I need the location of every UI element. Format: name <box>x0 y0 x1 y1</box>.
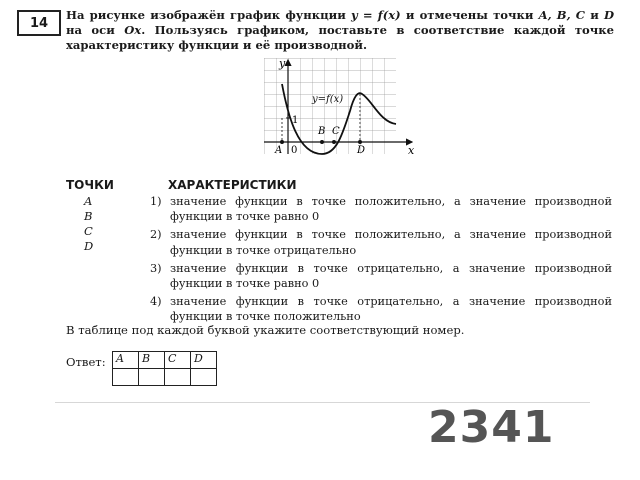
characteristic-item: 3) значение функции в точке отрицательно, а значение производной функции в точке равно 0 <box>150 261 612 291</box>
point-item: C <box>84 224 93 238</box>
point-item: B <box>84 209 93 223</box>
points-list <box>84 194 93 254</box>
answer-header-cell: B <box>139 352 165 369</box>
answer-header-cell: A <box>113 352 139 369</box>
y-axis-label: y <box>279 57 286 70</box>
answer-cell[interactable] <box>165 369 191 386</box>
answer-table-header <box>113 352 217 369</box>
characteristics-list <box>150 194 612 328</box>
point-item: D <box>84 239 94 253</box>
characteristics-header: ХАРАКТЕРИСТИКИ <box>168 178 297 192</box>
point-d-label: D <box>357 145 366 156</box>
task-statement: На рисунке изображён график функции y = f(x) и отмечены точки A, B, C и D на оси Ox. Пользуясь графиком, поставьте в соответствие каждой точке характеристику функции и её производной. <box>66 8 615 52</box>
answer-table <box>112 351 217 386</box>
instruction-text: В таблице под каждой буквой укажите соответствующий номер. <box>66 323 465 337</box>
answer-value: 2341 <box>428 402 555 453</box>
function-notation: y = f(x) <box>351 8 401 22</box>
characteristic-item: 1) значение функции в точке положительно, а значение производной функции в точке равно 0 <box>150 195 612 224</box>
point-c-marker <box>332 140 336 144</box>
point-b-marker <box>320 140 324 144</box>
grid <box>264 58 396 154</box>
answer-header-cell: C <box>165 352 191 369</box>
answer-cell[interactable] <box>113 369 139 386</box>
tick-1-label: 1 <box>292 115 299 126</box>
point-b-label: B <box>318 126 326 137</box>
characteristic-item: 2) значение функции в точке положительно, а значение производной функции в точке отрицательно <box>150 228 612 257</box>
function-label: y=f(x) <box>312 94 344 105</box>
answer-header-cell: D <box>191 352 217 369</box>
point-item: A <box>84 194 93 208</box>
task-number: 14 <box>17 10 61 36</box>
answer-cell[interactable] <box>191 369 217 386</box>
point-a-label: A <box>275 145 283 156</box>
characteristic-item: 4) значение функции в точке отрицательно, а значение производной функции в точке положительно <box>150 295 612 324</box>
function-graph <box>262 56 422 156</box>
point-c-label: C <box>332 126 340 137</box>
answer-cell[interactable] <box>139 369 165 386</box>
x-axis-label: x <box>408 144 415 156</box>
answer-label: Ответ: <box>66 355 106 369</box>
points-header: ТОЧКИ <box>66 178 114 192</box>
answer-table-row <box>113 369 217 386</box>
origin-label: 0 <box>291 145 298 156</box>
